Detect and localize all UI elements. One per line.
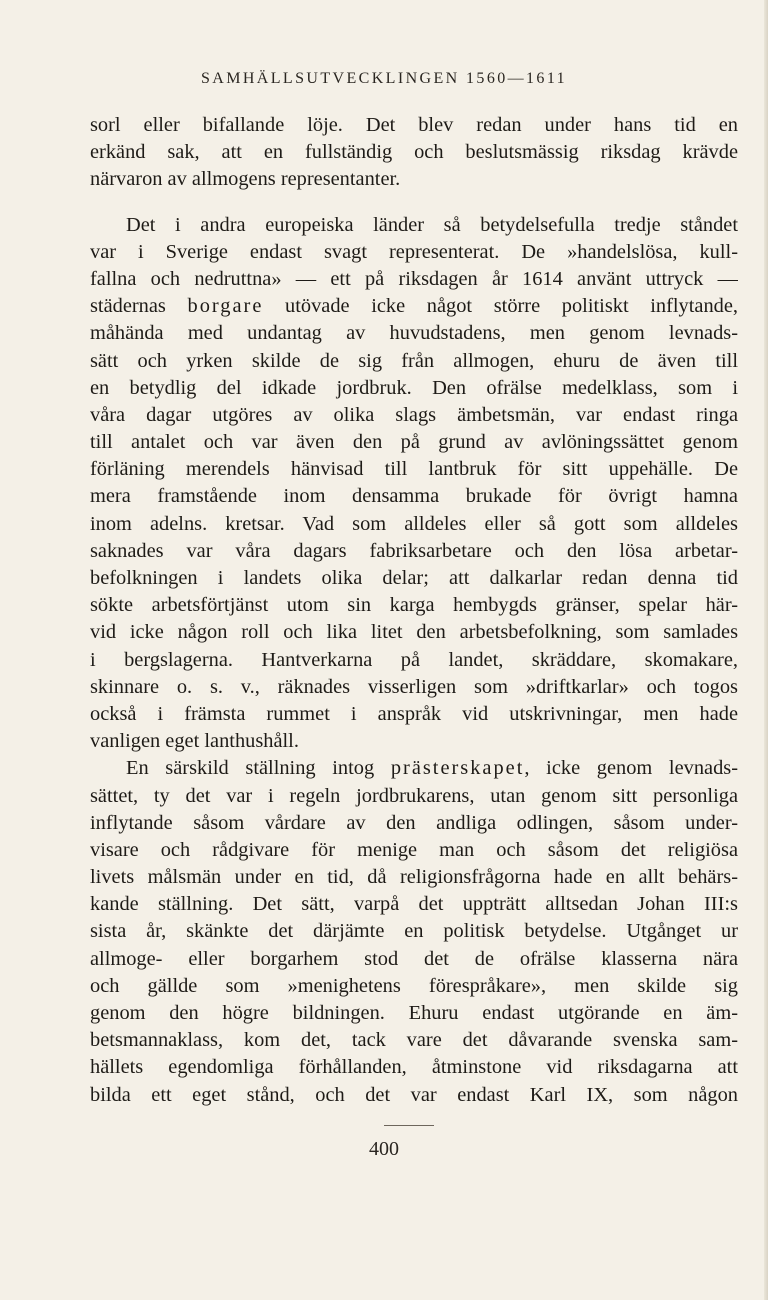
text-line: livets målsmän under en tid, då religionsfrågorna hade en allt behärs- [90,866,738,889]
text-line: bilda ett eget stånd, och det var endast Karl IX, som någon [90,1083,738,1106]
text-line: betsmannaklass, kom det, tack vare det dåvarande svenska sam- [90,1029,738,1052]
text-fragment: utövade icke något större politiskt inflytande, [263,295,738,318]
text-line: vanligen eget lanthushåll. [90,730,299,753]
text-line: fallna och nedruttna» — ett på riksdagen år 1614 använt uttryck — [90,267,738,290]
text-line: inom adelns. kretsar. Vad som alldeles eller så gott som alldeles [90,512,738,535]
text-line: sorl eller bifallande löje. Det blev redan under hans tid en [90,114,738,136]
text-line: inflytande såsom vårdare av den andliga odlingen, såsom under- [90,811,738,834]
body-text [90,112,738,1109]
text-line: mera framstående inom densamma brukade för övrigt hamna [90,485,738,508]
text-line: befolkningen i landets olika delar; att dalkarlar redan denna tid [90,567,738,589]
page-edge [764,0,768,1300]
text-line: vid icke någon roll och lika litet den arbetsbefolkning, som samlades [90,621,738,644]
text-line: också i främsta rummet i anspråk vid utskrivningar, men hade [90,702,738,725]
text-line: våra dagar utgöres av olika slags ämbetsmän, var endast ringa [90,403,738,426]
text-fragment: En särskild ställning intog [126,757,391,780]
text-line: skinnare o. s. v., räknades visserligen som »driftkarlar» och togos [90,675,738,698]
text-fragment: , icke genom levnads- [524,757,738,780]
text-line: kande ställning. Det sätt, varpå det uppträtt alltsedan Johan III:s [90,893,738,916]
page-number: 400 [369,1138,399,1160]
text-line: erkänd sak, att en fullständig och beslutsmässig riksdag krävde [90,141,738,164]
text-line: till antalet och var även den på grund av avlöningssättet genom [90,431,738,454]
text-line: visare och rådgivare för menige man och såsom det religiösa [90,838,738,861]
footer-rule [384,1125,434,1126]
text-line: saknades var våra dagars fabriksarbetare och den lösa arbetar- [90,539,738,562]
text-line: förläning merendels hänvisad till lantbruk för sitt uppehälle. De [90,458,738,481]
text-line: hällets egendomliga förhållanden, åtminstone vid riksdagarna att [90,1056,738,1079]
text-line: och gällde som »menighetens förespråkare», men skilde sig [90,974,738,997]
text-fragment: städernas [90,295,188,318]
text-line: närvaron av allmogens representanter. [90,168,401,191]
text-line: sökte arbetsförtjänst utom sin karga hembygds gränser, spelar här- [90,594,738,617]
text-line: sättet, ty det var i regeln jordbrukarens, utan genom sitt personliga [90,784,738,807]
running-title: SAMHÄLLSUTVECKLINGEN 1560—1611 [200,70,568,87]
text-line: sista år, skänkte det därjämte en politisk betydelse. Utgånget ur [90,920,738,943]
text-line: en betydlig del idkade jordbruk. Den ofrälse medelklass, som i [90,376,738,399]
text-line: var i Sverige endast svagt representerat. De »handelslösa, kull- [90,240,738,263]
text-line: i bergslagerna. Hantverkarna på landet, skräddare, skomakare, [90,648,738,671]
text-line: måhända med undantag av huvudstadens, men genom levnads- [90,322,738,345]
text-line: allmoge- eller borgarhem stod det de ofrälse klasserna nära [90,947,738,970]
text-line: genom den högre bildningen. Ehuru endast utgörande en äm- [90,1002,738,1024]
text-line [90,293,738,320]
paragraph-gap [90,194,738,212]
emphasized-word: borgare [187,295,264,318]
text-line [90,755,738,782]
emphasized-word: prästerskapet [390,757,525,780]
text-line: Det i andra europeiska länder så betydelsefulla tredje ståndet [126,213,738,236]
text-line: sätt och yrken skilde de sig från allmogen, ehuru de även till [90,349,738,372]
